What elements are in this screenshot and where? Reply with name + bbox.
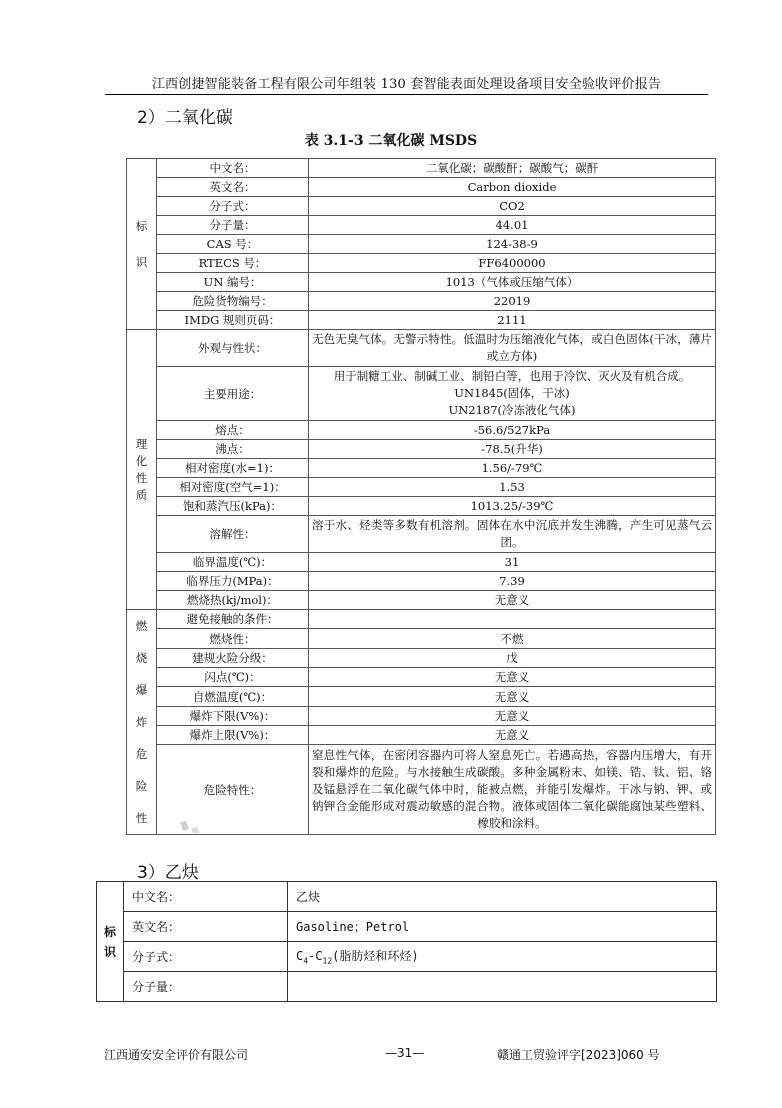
value-uses-line1: 用于制糖工业、制碱工业、制铅白等，也用于冷饮、灭火及有机合成。	[333, 369, 691, 383]
label-ct: 临界温度(℃)：	[157, 553, 309, 572]
label-rtecs: RTECS 号：	[157, 254, 309, 273]
label-cn-name: 中文名：	[157, 159, 309, 178]
label-vp: 饱和蒸汽压(kPa)：	[157, 497, 309, 516]
value-flammability: 不燃	[309, 629, 716, 648]
section-heading-acetylene: 3）乙炔	[137, 863, 199, 883]
formula-dash: -C	[308, 949, 323, 964]
label-acetylene-formula: 分子式：	[124, 942, 288, 972]
label-flash: 闪点(℃)：	[157, 668, 309, 687]
value-acetylene-cn-name: 乙炔	[288, 882, 717, 912]
value-rd-water: 1.56/-79℃	[309, 459, 716, 478]
label-hazard: 危险特性：	[157, 745, 309, 835]
label-appearance: 外观与性状：	[157, 330, 309, 367]
label-avoid: 避免接触的条件：	[157, 610, 309, 629]
value-uses	[309, 367, 716, 421]
label-uses: 主要用途：	[157, 367, 309, 421]
value-uses-line3: UN2187(冷冻液化气体)	[448, 403, 576, 417]
label-uel: 爆炸上限(V%)：	[157, 726, 309, 745]
value-appearance: 无色无臭气体。无警示特性。低温时为压缩液化气体，或白色固体(干冰，薄片或立方体)	[309, 330, 716, 367]
label-formula: 分子式：	[157, 197, 309, 216]
label-lel: 爆炸下限(V%)：	[157, 706, 309, 725]
value-acetylene-formula	[288, 942, 717, 972]
group-identification-label: 标 识	[135, 219, 148, 269]
value-formula: CO2	[309, 197, 716, 216]
label-en-name: 英文名：	[157, 178, 309, 197]
value-fireclass: 戊	[309, 648, 716, 667]
watermark-mark	[178, 820, 204, 834]
value-avoid	[309, 610, 716, 629]
footer-company: 江西通安安全评价有限公司	[104, 1048, 249, 1062]
label-dg: 危险货物编号：	[157, 292, 309, 311]
label-rd-air: 相对密度(空气=1)：	[157, 478, 309, 497]
acetylene-table	[96, 881, 717, 1002]
formula-c: C	[296, 949, 304, 964]
formula-sub2: 12	[322, 956, 333, 966]
label-mp: 熔点：	[157, 421, 309, 440]
label-mw: 分子量：	[157, 216, 309, 235]
label-cp: 临界压力(MPa)：	[157, 572, 309, 591]
label-imdg: IMDG 规则页码：	[157, 311, 309, 330]
value-mw: 44.01	[309, 216, 716, 235]
value-hazard: 窒息性气体，在密闭容器内可将人窒息死亡。若遇高热，容器内压增大，有开裂和爆炸的危险。与水接触生成碳酸。多种金属粉末、如镁、锆、钛、铝、铬及锰悬浮在二氧化碳气体中时，能被点燃，并能引发爆炸。干冰与钠、钾、或钠钾合金能形成对震动敏感的混合物。液体或固体二氧化碳能腐蚀某些塑料、橡胶和涂料。	[309, 745, 716, 835]
group-physchem	[127, 330, 157, 610]
value-vp: 1013.25/-39℃	[309, 497, 716, 516]
value-rtecs: FF6400000	[309, 254, 716, 273]
value-dg: 22019	[309, 292, 716, 311]
label-autoign: 自燃温度(℃)：	[157, 687, 309, 706]
group-fire-label: 燃 烧 爆 炸 危 险 性	[135, 619, 148, 825]
value-ct: 31	[309, 553, 716, 572]
table-caption-co2: 表 3.1-3 二氧化碳 MSDS	[304, 133, 478, 149]
label-acetylene-mw: 分子量：	[124, 972, 288, 1002]
label-flammability: 燃烧性：	[157, 629, 309, 648]
label-cas: CAS 号：	[157, 235, 309, 254]
footer-report-number: 赣通工贸验评字[2023]060 号	[497, 1048, 660, 1062]
group-physchem-label: 理 化 性 质	[135, 436, 148, 502]
value-solubility: 溶于水、烃类等多数有机溶剂。固体在水中沉底并发生沸腾，产生可见蒸气云团。	[309, 516, 716, 553]
formula-rest: (脂肪烃和环烃)	[332, 949, 419, 964]
value-lel: 无意义	[309, 706, 716, 725]
label-acetylene-en-name: 英文名：	[124, 912, 288, 942]
value-hc: 无意义	[309, 591, 716, 610]
value-un: 1013（气体或压缩气体）	[309, 273, 716, 292]
group-fire	[127, 610, 157, 835]
value-rd-air: 1.53	[309, 478, 716, 497]
label-acetylene-cn-name: 中文名：	[124, 882, 288, 912]
value-acetylene-en-name: Gasoline；Petrol	[288, 912, 717, 942]
footer-page-number: —31—	[385, 1046, 425, 1060]
value-flash: 无意义	[309, 668, 716, 687]
value-uses-line2: UN1845(固体，干冰)	[454, 386, 570, 400]
label-un: UN 编号：	[157, 273, 309, 292]
label-hc: 燃烧热(kj/mol)：	[157, 591, 309, 610]
value-imdg: 2111	[309, 311, 716, 330]
value-en-name: Carbon dioxide	[309, 178, 716, 197]
label-fireclass: 建规火险分级：	[157, 648, 309, 667]
group-identification-acetylene: 标识	[97, 882, 124, 1002]
value-cas: 124-38-9	[309, 235, 716, 254]
section-heading-co2: 2）二氧化碳	[137, 108, 233, 128]
page-header-title: 江西创捷智能装备工程有限公司年组装 130 套智能表面处理设备项目安全验收评价报告	[151, 77, 662, 92]
label-bp: 沸点：	[157, 440, 309, 459]
value-uel: 无意义	[309, 726, 716, 745]
label-rd-water: 相对密度(水=1)：	[157, 459, 309, 478]
group-identification	[127, 159, 157, 330]
value-autoign: 无意义	[309, 687, 716, 706]
label-solubility: 溶解性：	[157, 516, 309, 553]
value-cn-name: 二氧化碳；碳酸酐；碳酸气；碳酐	[309, 159, 716, 178]
header-rule	[105, 94, 708, 95]
value-cp: 7.39	[309, 572, 716, 591]
value-bp: -78.5(升华)	[309, 440, 716, 459]
value-mp: -56.6/527kPa	[309, 421, 716, 440]
co2-msds-table	[126, 158, 716, 835]
value-acetylene-mw	[288, 972, 717, 1002]
formula-sub1: 4	[303, 956, 309, 966]
